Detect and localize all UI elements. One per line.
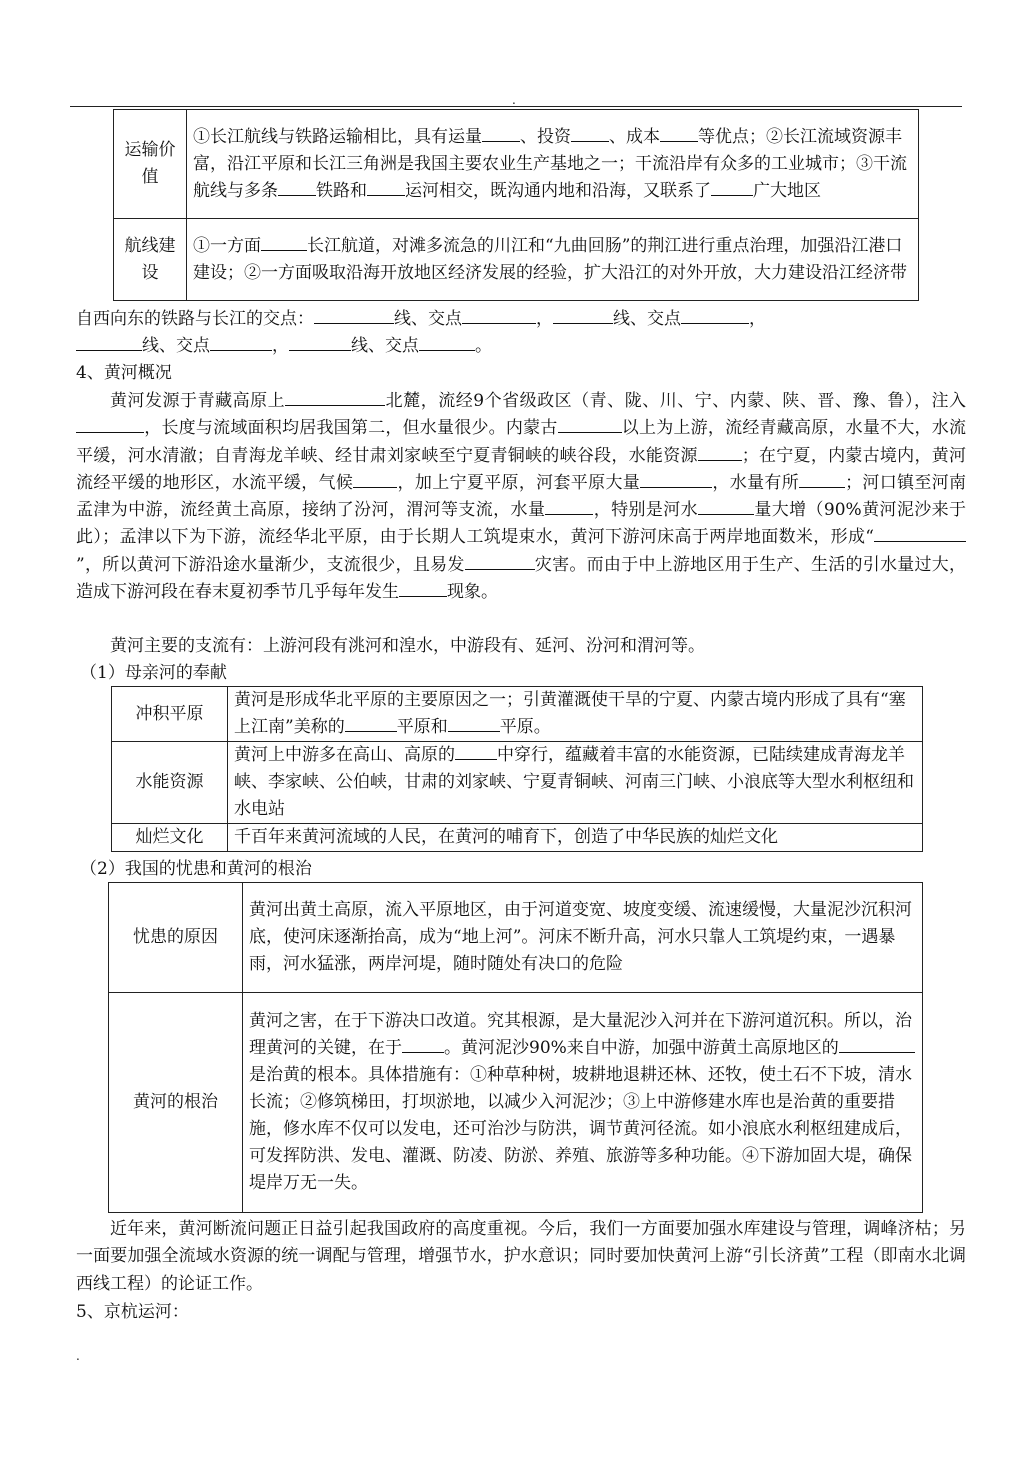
header-rule xyxy=(70,106,962,107)
row-content-route-construction: ①一方面 长江航道，对滩多流急的川江和“九曲回肠”的荆江进行重点治理，加强沿江港口建设；②一方面吸取沿海开放地区经济发展的经验，扩大沿江的对外开放，大力建设沿江经济带 xyxy=(187,219,919,301)
table-row xyxy=(109,993,923,1213)
yangtze-table xyxy=(113,109,919,301)
row-content-radical-cure: 黄河之害，在于下游决口改道。究其根源，是大量泥沙入河并在下游河道沉积。所以，治理黄河的关键，在于 。黄河泥沙90%来自中游，加强中游黄土高原地区的是治黄的根本。具体措施有：①种草种树，坡耕地退耕还林、还牧，使土石不下坡，清水长流；②修筑梯田，打坝淤地，以减少入河泥沙；③上中游修建水库也是治黄的重要措施，修水库不仅可以发电，还可治沙与防洪，调节黄河径流。如小浪底水利枢纽建成后，可发挥防洪、发电、灌溉、防凌、防淤、养殖、旅游等多种功能。④下游加固大堤，确保堤岸万无一失。 xyxy=(243,993,923,1213)
closing-paragraph: 近年来，黄河断流问题正日益引起我国政府的高度重视。今后，我们一方面要加强水库建设与管理，调峰济枯；另一面要加强全流域水资源的统一调配与管理，增强节水，护水意识；同时要加快黄河上游“引长济黄”工程（即南水北调西线工程）的论证工作。 xyxy=(76,1219,966,1294)
tributaries: 黄河主要的支流有：上游河段有洮河和湟水，中游段有、延河、汾河和渭河等。 xyxy=(110,636,705,656)
table-row xyxy=(112,824,923,852)
section-4-title: 4、黄河概况 xyxy=(76,363,172,383)
mother-river-table xyxy=(111,686,923,852)
section-5-title: 5、京杭运河： xyxy=(76,1302,189,1322)
table-row xyxy=(114,110,919,219)
railway-intersections-line2: 线、交点 ， 线、交点 。 xyxy=(76,333,966,360)
subsection-2-title: （2）我国的忧患和黄河的根治 xyxy=(80,859,312,879)
row-head-radical-cure: 黄河的根治 xyxy=(109,993,243,1213)
table-row xyxy=(112,687,923,742)
row-head-route-construction: 航线建设 xyxy=(114,219,187,301)
row-content-transport-value: ①长江航线与铁路运输相比，具有运量 、投资 、成本 等优点；②长江流域资源丰富，沿江平原和长江三角洲是我国主要农业生产基地之一；干流沿岸有众多的工业城市；③干流航线与多条 铁路和 运河相交，既沟通内地和沿海，又联系了 广大地区 xyxy=(187,110,919,219)
table-row xyxy=(114,219,919,301)
row-content-culture: 千百年来黄河流域的人民，在黄河的哺育下，创造了中华民族的灿烂文化 xyxy=(228,824,923,852)
row-content-hydropower: 黄河上中游多在高山、高原的 中穿行，蕴藏着丰富的水能资源，已陆续建成青海龙羊峡、李家峡、公伯峡，甘肃的刘家峡、宁夏青铜峡、河南三门峡、小浪底等大型水利枢纽和水电站 xyxy=(228,742,923,824)
yellow-river-overview: 黄河发源于青藏高原上 北麓，流经9个省级政区（青、陇、川、宁、内蒙、陕、晋、豫、鲁），注入，长度与流域面积均居我国第二，但水量很少。内蒙古 以上为上游，流经青藏高原，水量不大，水流平缓，河水清澈；自青海龙羊峡、经甘肃刘家峡至宁夏青铜峡的峡谷段，水能资源 ；在宁夏，内蒙古境内，黄河流经平缓的地形区，水流平缓，气候 ，加上宁夏平原，河套平原大量 ，水量有所 ；河口镇至河南孟津为中游，流经黄土高原，接纳了汾河，渭河等支流，水量 ，特别是河水 量大增（90%黄河泥沙来于此）；孟津以下为下游，流经华北平原，由于长期人工筑堤束水，黄河下游河床高于两岸地面数米，形成“”，所以黄河下游沿途水量渐少，支流很少，且易发 灾害。而由于中上游地区用于生产、生活的引水量过大，造成下游河段在春末夏初季节几乎每年发生 现象。 xyxy=(76,388,966,606)
row-head-cause-of-trouble: 忧患的原因 xyxy=(109,883,243,993)
railway-intersections-line1: 自西向东的铁路与长江的交点： 线、交点 ， 线、交点 ， xyxy=(76,306,966,333)
row-content-cause-of-trouble: 黄河出黄土高原，流入平原地区，由于河道变宽、坡度变缓、流速缓慢，大量泥沙沉积河底，使河床逐渐抬高，成为“地上河”。河床不断升高，河水只靠人工筑堤约束，一遇暴雨，河水猛涨，两岸河堤，随时随处有决口的危险 xyxy=(243,883,923,993)
subsection-1-title: （1）母亲河的奉献 xyxy=(80,663,227,683)
yellow-river-governance-table xyxy=(108,882,923,1213)
table-row xyxy=(112,742,923,824)
row-head-hydropower: 水能资源 xyxy=(112,742,228,824)
row-head-alluvial-plain: 冲积平原 xyxy=(112,687,228,742)
row-head-transport-value: 运输价值 xyxy=(114,110,187,219)
table-row xyxy=(109,883,923,993)
footer-dot: . xyxy=(76,1349,80,1363)
row-content-alluvial-plain: 黄河是形成华北平原的主要原因之一；引黄灌溉使干旱的宁夏、内蒙古境内形成了具有“塞上江南”美称的 平原和 平原。 xyxy=(228,687,923,742)
row-head-culture: 灿烂文化 xyxy=(112,824,228,852)
header-dot: . xyxy=(512,93,516,107)
